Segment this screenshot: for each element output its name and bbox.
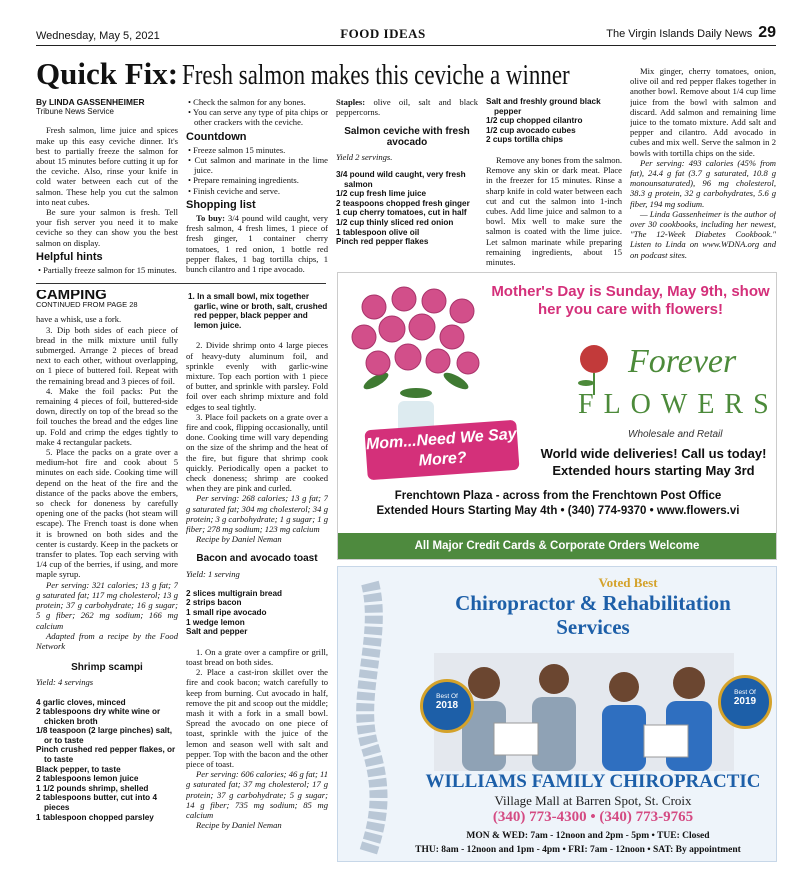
- ingredient-item: Black pepper, to taste: [36, 764, 121, 774]
- ingredient-item: 1/8 teaspoon (2 large pinches) salt, or to taste: [36, 726, 173, 745]
- recipe-credit: Adapted from a recipe by the Food Network: [36, 630, 178, 651]
- directions-paragraph: Remove any bones from the salmon. Remove any skin or dark meat. Place in the freezer for 15 minutes. Rinse a sharp knife in cold water between each cut and cut the salmon into 1-inch cubes. Add lime juice and salmon to a bowl. Mix well to make sure the salmon is coated with the lime juice. Let salmon marinate while preparing remaining ingredients, about 15 minutes.: [486, 154, 622, 267]
- wholesale-tagline: Wholesale and Retail: [628, 429, 723, 440]
- ingredient-item: Pinch crushed red pepper flakes, or to taste: [36, 745, 176, 765]
- countdown-item: • Cut salmon and marinate in the lime juice.: [188, 155, 328, 176]
- article-paragraph: Be sure your salmon is fresh. Tell your fish server you need it to make ceviche so they can show you the best salmon on display.: [36, 207, 178, 248]
- badge-year: 2018: [435, 700, 459, 711]
- staples-lead: Staples:: [336, 97, 366, 107]
- logo-script: Forever: [628, 343, 737, 380]
- recipe-yield: Yield: 1 serving: [186, 568, 240, 579]
- hours-line-2: THU: 8am - 12noon and 1pm - 4pm • FRI: 7am - 12noon • SAT: By appointment: [415, 845, 741, 855]
- camping-paragraph: have a whisk, use a fork.: [36, 314, 122, 325]
- mom-bubble: Mom...Need We Say More?: [364, 420, 519, 480]
- chiro-title: Chiropractor & Rehabilitation Services: [455, 591, 731, 639]
- camping-column-2: [186, 292, 328, 862]
- ingredient-item: 2 tablespoons dry white wine or chicken broth: [36, 707, 161, 726]
- divider: [36, 283, 326, 284]
- shopping-list-heading: Shopping list: [186, 198, 256, 211]
- scampi-step: 1. In a small bowl, mix together garlic, wine or broth, salt, crushed red pepper, black pepper and lemon juice.: [188, 292, 328, 330]
- recipe-credit: Recipe by Daniel Neman: [196, 534, 282, 545]
- ingredient-item: 1 small ripe avocado: [186, 608, 267, 618]
- recipe-title: Salmon ceviche with fresh avocado: [344, 126, 470, 148]
- countdown-item: • Prepare remaining ingredients.: [188, 175, 299, 186]
- shrimp-scampi-title: Shrimp scampi: [71, 662, 143, 674]
- ingredient-item: 1 cup cherry tomatoes, cut in half: [336, 208, 467, 218]
- recipe-yield: Yield: 4 servings: [36, 677, 94, 688]
- publication-name: The Virgin Islands Daily News: [606, 28, 753, 40]
- article-column-5: [630, 66, 776, 276]
- scampi-step: 3. Place foil packets on a grate over a fire and cook, flipping occasionally, until done. Cooking time will vary depending on the size of the shrimp and the heat of the fire, but figure that shrimp cook quickly. Periodically open a packet to check doneness; shrimp are cooked when they are pink and curled.: [186, 411, 328, 494]
- issue-date: Wednesday, May 5, 2021: [36, 30, 160, 42]
- hours-line-1: MON & WED: 7am - 12noon and 2pm - 5pm • TUE: Closed: [466, 831, 710, 841]
- recipe-yield: Yield 2 servings.: [336, 151, 393, 162]
- staples-items: olive oil, salt and black peppercorns.: [336, 97, 478, 118]
- scampi-ingredients: [36, 698, 178, 823]
- location-line: Frenchtown Plaza - across from the Frenchtown Post Office: [394, 490, 722, 502]
- hint-item: • Partially freeze salmon for 15 minutes.: [38, 265, 177, 275]
- ingredient-item: 3/4 pound wild caught, very fresh salmon: [336, 170, 466, 189]
- ingredient-item: 1 tablespoon chopped parsley: [36, 812, 154, 822]
- ingredient-list: [336, 170, 478, 247]
- badge-label: Best Of: [436, 693, 458, 700]
- contact-line: Extended Hours Starting May 4th • (340) 774-9370 • www.flowers.vi: [376, 505, 740, 517]
- ingredient-item: 2 slices multigrain bread: [186, 588, 283, 598]
- ingredient-item: 1 1/2 pounds shrimp, shelled: [36, 783, 149, 793]
- bacon-step: 1. On a grate over a campfire or grill, toast bread on both sides.: [186, 646, 328, 668]
- best-of-2019-badge: [718, 675, 772, 729]
- bacon-step: 2. Place a cast-iron skillet over the fire and cook bacon; watch carefully to keep from burning. Cut avocado in half, remove the pit and scoop out the middle; mash it with a fork in a small bowl. Spread the avocado on one piece of toast, sprinkle with the juice of the lemon and season well with salt and pepper. Top with the bacon and the other piece of toast.: [186, 667, 328, 770]
- ingredient-item: 2 cups tortilla chips: [486, 135, 563, 145]
- nutrition-info: Per serving: 268 calories; 13 g fat; 7 g saturated fat; 304 mg cholesterol; 34 g protein; 3 g carbohydrate; 1 g sugar; 1 g fiber; 278 mg sodium; 123 mg calcium: [186, 493, 328, 535]
- section-name: FOOD IDEAS: [340, 26, 426, 41]
- ingredient-item: Salt and pepper: [186, 627, 248, 637]
- ingredient-item: 2 strips bacon: [186, 598, 242, 608]
- countdown-item: • Finish ceviche and serve.: [188, 185, 281, 196]
- store-location: [348, 489, 768, 519]
- ingredient-list-continued: [486, 97, 622, 145]
- best-of-2018-badge: [420, 679, 474, 733]
- camping-paragraph: 4. Make the foil packs: Put the remaining 4 pieces of foil, buttered-side down, directly on top of the bread so the foil touches the bread and the edges line up. Fold and crimp the edges tightly to make 4 rectangular packets.: [36, 385, 178, 447]
- rose-logo-icon: [564, 337, 624, 397]
- news-service: Tribune News Service: [36, 107, 114, 117]
- author-bio: — Linda Gassenheimer is the author of over 30 cookbooks, including her newest, "The 12-Week Diabetes Cookbook." Listen to Linda on www.WDNA.org and on podcast sites.: [630, 208, 776, 260]
- forever-flowers-ad: [337, 272, 777, 560]
- camping-paragraph: 3. Dip both sides of each piece of bread in the milk mixture until fully submerged. Arrange 2 pieces of bread next to each other, without overlapping, on 1 piece of buttered foil. Repeat with the remaining bread and 3 pieces of foil.: [36, 324, 178, 386]
- hint-item: • You can serve any type of pita chips or other crackers with the ceviche.: [188, 107, 328, 128]
- ingredient-item: 2 teaspoons chopped fresh ginger: [336, 198, 470, 208]
- byline: By LINDA GASSENHEIMER: [36, 97, 145, 107]
- hint-item: • Check the salmon for any bones.: [188, 97, 306, 107]
- badge-label: Best Of: [734, 689, 756, 696]
- ingredient-item: Salt and freshly ground black pepper: [486, 97, 601, 116]
- article-paragraph: Fresh salmon, lime juice and spices make up this easy ceviche dinner. It's best to partially freeze the salmon for about 15 minutes before cutting it up for the ceviche. Also, rinse your knife in cold water between each cut of the salmon. These help you cut the salmon into neat cubes.: [36, 125, 178, 207]
- ingredient-item: 2 tablespoons butter, cut into 4 pieces: [36, 793, 158, 813]
- voted-best: Voted Best: [598, 575, 658, 590]
- countdown-heading: Countdown: [186, 130, 247, 143]
- spine-image: [340, 577, 400, 857]
- ingredient-item: 4 garlic cloves, minced: [36, 697, 126, 707]
- chiropractic-ad: [337, 566, 777, 862]
- clinic-location: Village Mall at Barren Spot, St. Croix: [494, 793, 692, 808]
- publication-info: [606, 24, 776, 42]
- article-column-4: [486, 97, 622, 275]
- ingredient-item: 1/2 cup chopped cilantro: [486, 116, 583, 126]
- clinic-phones: (340) 773-4300 • (340) 773-9765: [492, 809, 694, 825]
- ingredient-item: 2 tablespoons lemon juice: [36, 774, 139, 784]
- article-column-3: [336, 97, 478, 275]
- article-column-2: [186, 97, 328, 275]
- mothers-day-headline: Mother's Day is Sunday, May 9th, show her you care with flowers!: [491, 283, 770, 318]
- ingredient-item: 1 tablespoon olive oil: [336, 227, 420, 237]
- directions-paragraph: Mix ginger, cherry tomatoes, onion, olive oil and red pepper flakes together in another bowl. Remove about 1/4 cup lime juice from the bowl with salmon and discard. Add salmon and remaining lime juice to the tomato mixture. Add salt and pepper and cilantro. Add avocado in cubes and mix well. Serve the salmon in 2 bowls with tortilla chips on the side.: [630, 66, 776, 158]
- headline-lead: Quick Fix:: [36, 56, 179, 91]
- article-headline: [36, 56, 616, 94]
- clinic-name: WILLIAMS FAMILY CHIROPRACTIC: [425, 771, 761, 792]
- deliveries-text: World wide deliveries! Call us today! Extended hours starting May 3rd: [540, 446, 767, 478]
- staples-text: [336, 97, 478, 117]
- scampi-step: 2. Divide shrimp onto 4 large pieces of heavy-duty aluminum foil, and sprinkle evenly with garlic-wine mixture. Top each portion with 1 piece of butter, and sprinkle with parsley. Fold foil over each shrimp mixture and fold edges to seal tightly.: [186, 340, 328, 412]
- staff-photo: [434, 653, 734, 771]
- camping-title: CAMPING: [36, 290, 107, 303]
- ingredient-item: 1 wedge lemon: [186, 617, 245, 627]
- ingredient-item: 1/2 cup avocado cubes: [486, 125, 576, 135]
- recipe-credit: Recipe by Daniel Neman: [196, 820, 282, 831]
- camping-column-1: [36, 290, 178, 860]
- nutrition-info: Per serving: 493 calories (45% from fat), 24.4 g fat (3.7 g saturated, 10.8 g monounsaturated), 96 mg cholesterol, 38.3 g protein, 32 g carbohydrates, 5.6 g fiber, 194 mg sodium.: [630, 157, 776, 209]
- shopping-lead: To buy:: [196, 213, 225, 224]
- logo-word: FLOWERS: [578, 389, 779, 420]
- page-header: [36, 26, 776, 46]
- badge-year: 2019: [733, 696, 757, 707]
- continued-note: CONTINUED FROM PAGE 28: [36, 300, 138, 310]
- ingredient-item: 1/2 cup thinly sliced red onion: [336, 217, 454, 227]
- camping-paragraph: 5. Place the packs on a grate over a medium-hot fire and cook about 5 minutes on each side. Cooking time will depend on the heat of the fire and the distance of the packs above the embers, so check for doneness by carefully opening one of the packs (hot steam will escape). The French toast is done when it is browned on both sides and the center is custardy. Keep in the packets or transfer to plates. Top each serving with 1/4 cup of the berries, if using, and more maple syrup.: [36, 447, 178, 580]
- shopping-list-text: [186, 213, 328, 274]
- page-number: 29: [758, 24, 776, 41]
- bacon-ingredients: [186, 589, 328, 637]
- countdown-item: • Freeze salmon 15 minutes.: [188, 144, 286, 155]
- shopping-items: 3/4 pound wild caught, very fresh salmon, 4 fresh limes, 1 piece of fresh ginger, 1 container cherry tomatoes, 1 red onion, 1 bottle red pepper flakes, 1 bag tortilla chips, 1 bunch cilantro and 1 ripe avocado.: [186, 213, 328, 275]
- headline-rest: Fresh salmon makes this ceviche a winner: [182, 60, 570, 91]
- ingredient-item: Pinch red pepper flakes: [336, 237, 429, 247]
- nutrition-info: Per serving: 606 calories; 46 g fat; 11 g saturated fat; 37 mg cholesterol; 17 g protein; 37 g carbohydrate; 5 g sugar; 14 g fiber; 735 mg sodium; 85 mg calcium: [186, 769, 328, 821]
- bacon-toast-title: Bacon and avocado toast: [196, 553, 318, 565]
- article-column-1: [36, 97, 178, 275]
- helpful-hints-heading: Helpful hints: [36, 250, 103, 263]
- ingredient-item: 1/2 cup fresh lime juice: [336, 189, 427, 199]
- nutrition-info: Per serving: 321 calories; 13 g fat; 7 g saturated fat; 117 mg cholesterol; 13 g protein; 37 g carbohydrate; 16 g sugar; 5 g fiber; 262 mg sodium; 166 mg calcium: [36, 579, 178, 631]
- credit-card-banner: All Major Credit Cards & Corporate Orders Welcome: [338, 533, 776, 559]
